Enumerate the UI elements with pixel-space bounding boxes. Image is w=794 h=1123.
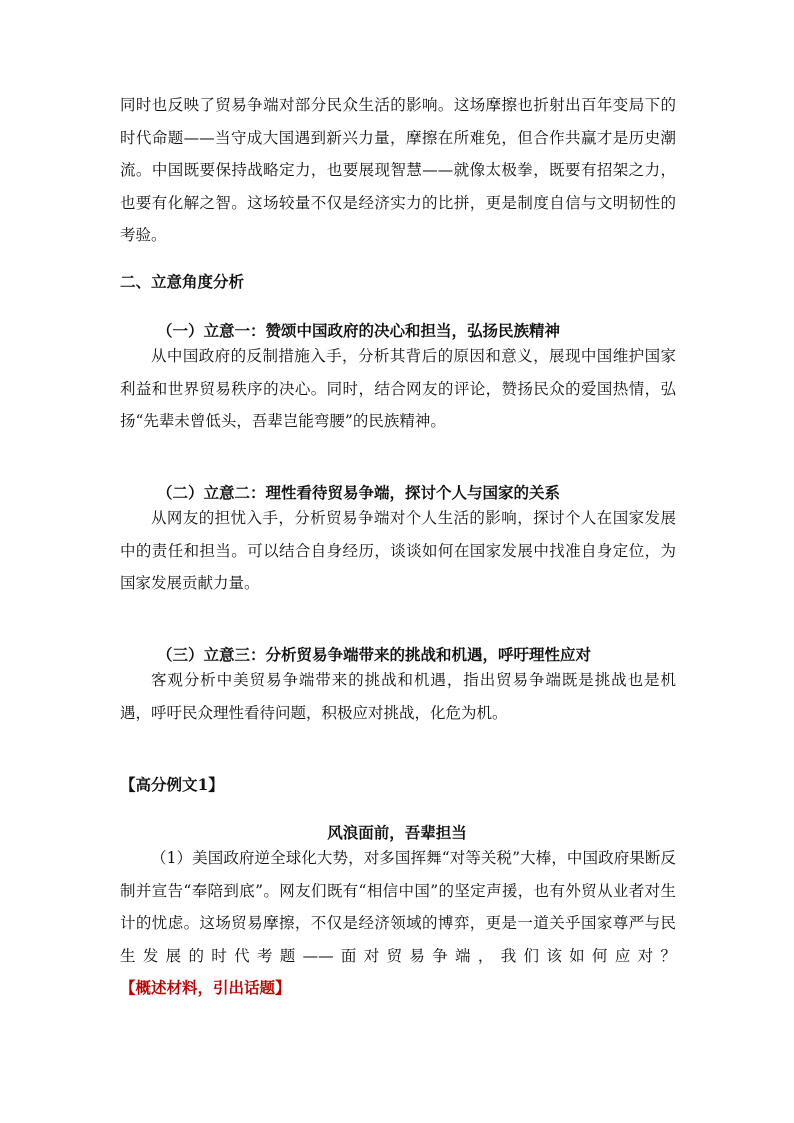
angle-3-heading: （三）立意三：分析贸易争端带来的挑战和机遇，呼吁理性应对	[157, 645, 592, 664]
essay-title: 风浪面前，吾辈担当	[327, 823, 467, 842]
angle-2-body: 从网友的担忧入手，分析贸易争端对个人生活的影响，探讨个人在国家发展中的责任和担当。可以结合自身经历，谈谈如何在国家发展中找准自身定位，为国家发展贡献力量。	[120, 509, 676, 592]
example-label: 【高分例文1】	[120, 775, 224, 794]
essay-paragraph-text: （1）美国政府逆全球化大势，对多国挥舞“对等关税”大棒，中国政府果断反制并宣告“奉陪到底”。网友们既有“相信中国”的坚定声援，也有外贸从业者对生计的忧虑。这场贸易摩擦，不仅是经济领域的博弈，更是一道关乎国家尊严与民生发展的时代考题——面对贸易争端，我们该如何应对？	[120, 849, 676, 965]
essay-annotation: 【概述材料，引出话题】	[120, 978, 291, 997]
essay-paragraph	[120, 842, 676, 1005]
angle-3-body: 客观分析中美贸易争端带来的挑战和机遇，指出贸易争端既是挑战也是机遇，呼吁民众理性看待问题，积极应对挑战，化危为机。	[120, 671, 676, 722]
section-heading: 二、立意角度分析	[120, 272, 245, 291]
angle-1-heading: （一）立意一：赞颂中国政府的决心和担当，弘扬民族精神	[157, 321, 561, 340]
angle-2-heading: （二）立意二：理性看待贸易争端，探讨个人与国家的关系	[157, 483, 561, 502]
angle-1-body: 从中国政府的反制措施入手，分析其背后的原因和意义，展现中国维护国家利益和世界贸易秩序的决心。同时，结合网友的评论，赞扬民众的爱国热情，弘扬“先辈未曾低头，吾辈岂能弯腰”的民族精神。	[120, 347, 676, 430]
intro-paragraph: 同时也反映了贸易争端对部分民众生活的影响。这场摩擦也折射出百年变局下的时代命题——当守成大国遇到新兴力量，摩擦在所难免，但合作共赢才是历史潮流。中国既要保持战略定力，也要展现智慧——就像太极拳，既要有招架之力，也要有化解之智。这场较量不仅是经济实力的比拼，更是制度自信与文明韧性的考验。	[120, 96, 676, 244]
